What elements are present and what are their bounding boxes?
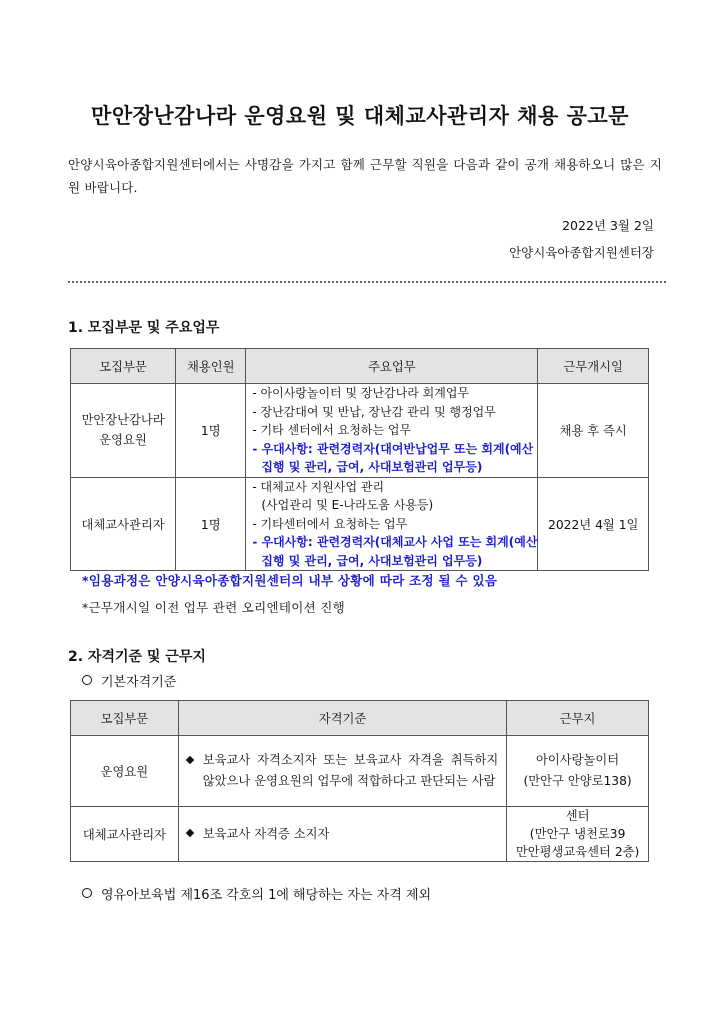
- header-dept: 모집부문: [71, 701, 179, 736]
- section2-heading: 2. 자격기준 및 근무지: [68, 649, 206, 665]
- exclusion-footnote: 영유아보육법 제16조 각호의 1에 해당하는 자는 자격 제외: [82, 884, 431, 903]
- dotted-divider: [68, 281, 666, 283]
- announcement-date: 2022년 3월 2일: [562, 218, 654, 233]
- header-dept: 모집부문: [71, 349, 176, 384]
- duties-cell: - 아이사랑놀이터 및 장난감나라 회계업무 - 장난감대여 및 반납, 장난감 관리 및 행정업무 - 기타 센터에서 요청하는 업무 - 우대사항: 관련경력자(대여반납업무 또는 회계(예산 집행 및 관리, 급여, 사대보험관리 업무등): [246, 384, 538, 478]
- dept-cell: 운영요원: [71, 736, 179, 807]
- qualification-table-header: [71, 701, 649, 736]
- page-title: 만안장난감나라 운영요원 및 대체교사관리자 채용 공고문: [91, 103, 629, 128]
- count-cell: 1명: [176, 477, 246, 571]
- note-orientation: *근무개시일 이전 업무 관련 오리엔테이션 진행: [82, 600, 346, 615]
- table-row: [71, 807, 649, 862]
- qualification-cell: 보육교사 자격소지자 또는 보육교사 자격을 취득하지 않았으나 운영요원의 업무에 적합하다고 판단되는 사람: [178, 736, 506, 807]
- header-start: 근무개시일: [538, 349, 649, 384]
- note-hiring-adjust: *임용과정은 안양시육아종합지원센터의 내부 상황에 따라 조정 될 수 있음: [82, 573, 498, 588]
- table-row: [71, 384, 649, 478]
- recruit-table-header: [71, 349, 649, 384]
- dept-cell: 대체교사관리자: [71, 807, 179, 862]
- start-cell: 채용 후 즉시: [538, 384, 649, 478]
- header-count: 채용인원: [176, 349, 246, 384]
- header-workplace: 근무지: [507, 701, 649, 736]
- section1-heading: 1. 모집부문 및 주요업무: [68, 320, 220, 336]
- start-cell: 2022년 4월 1일: [538, 477, 649, 571]
- header-duties: 주요업무: [246, 349, 538, 384]
- preferred-text: - 우대사항: 관련경력자(대체교사 사업 또는 회계(예산: [252, 535, 538, 549]
- circle-bullet-icon: [82, 675, 92, 685]
- dept-cell: 만안장난감나라 운영요원: [71, 384, 176, 478]
- signer: 안양시육아종합지원센터장: [509, 245, 654, 260]
- header-qualification: 자격기준: [178, 701, 506, 736]
- table-row: [71, 736, 649, 807]
- dept-cell: 대체교사관리자: [71, 477, 176, 571]
- diamond-bullet-icon: [186, 828, 194, 836]
- circle-bullet-icon: [82, 888, 92, 898]
- qualification-table: [70, 700, 649, 862]
- diamond-bullet-icon: [186, 756, 194, 764]
- section2-subheading: 기본자격기준: [82, 671, 176, 690]
- preferred-text: - 우대사항: 관련경력자(대여반납업무 또는 회계(예산: [252, 441, 534, 456]
- table-row: [71, 477, 649, 571]
- qualification-cell: 보육교사 자격증 소지자: [178, 807, 506, 862]
- count-cell: 1명: [176, 384, 246, 478]
- workplace-cell: 센터 (만안구 냉천로39 만안평생교육센터 2층): [507, 807, 649, 862]
- recruit-table: [70, 348, 649, 571]
- workplace-cell: 아이사랑놀이터 (만안구 안양로138): [507, 736, 649, 807]
- duties-cell: - 대체교사 지원사업 관리 (사업관리 및 E-나라도움 사용등) - 기타센터에서 요청하는 업무 - 우대사항: 관련경력자(대체교사 사업 또는 회계(예산 집행 및 관리, 급여, 사대보험관리 업무등): [246, 477, 538, 571]
- intro-text: 안양시육아종합지원센터에서는 사명감을 가지고 함께 근무할 직원을 다음과 같이 공개 채용하오니 많은 지원 바랍니다.: [68, 157, 662, 195]
